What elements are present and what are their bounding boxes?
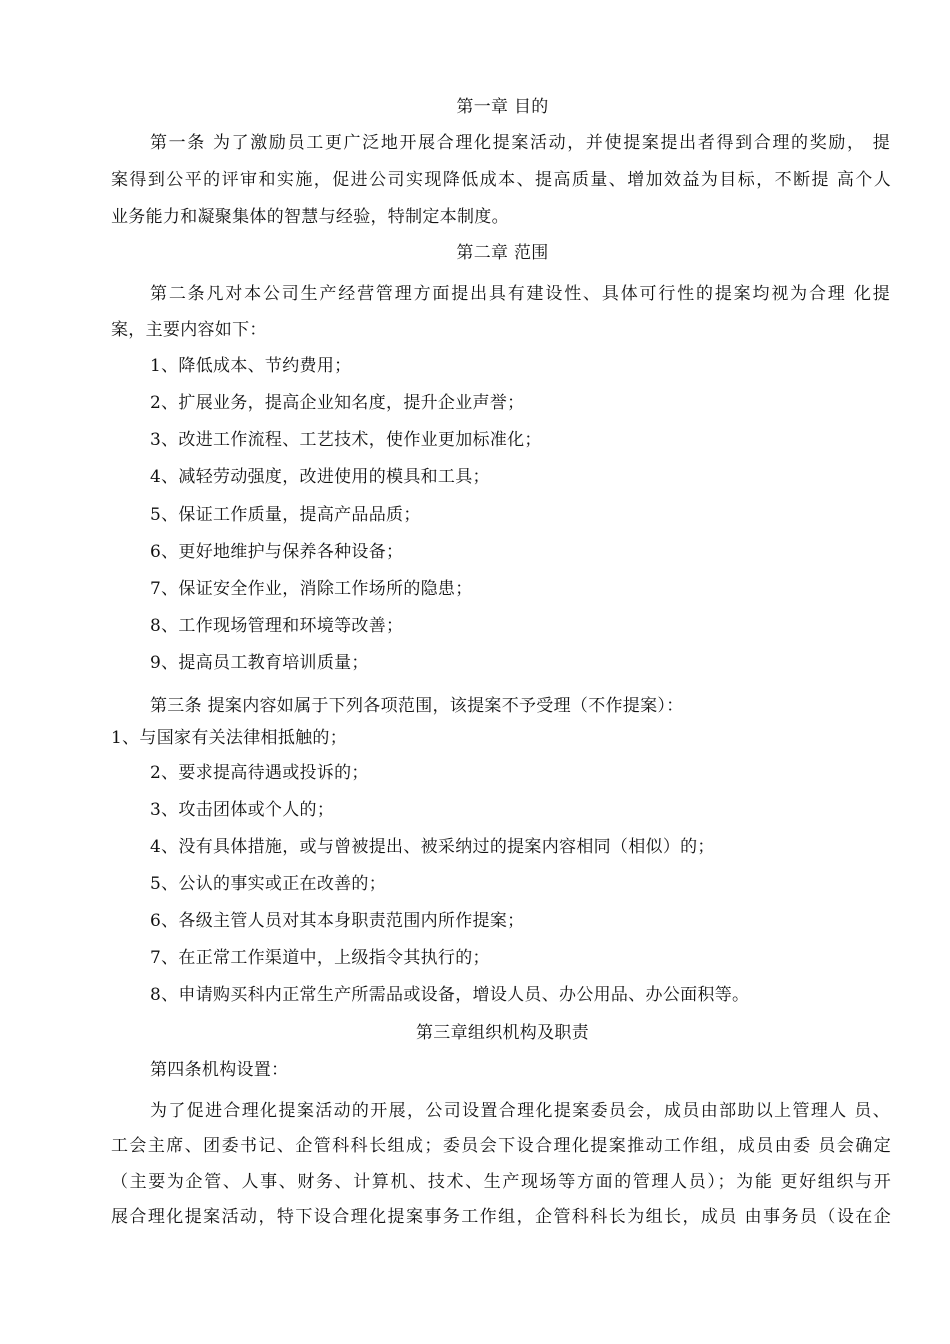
article-4-paragraph-line-3: （主要为企管、人事、财务、计算机、技术、生产现场等方面的管理人员）；为能 更好组织与开	[111, 1172, 891, 1192]
excluded-item-6: 6、各级主管人员对其本身职责范围内所作提案；	[150, 911, 525, 931]
excluded-item-1: 1、与国家有关法律相抵触的；	[111, 728, 348, 748]
excluded-item-5: 5、公认的事实或正在改善的；	[150, 874, 387, 894]
excluded-item-2: 2、要求提高待遇或投诉的；	[150, 763, 369, 783]
article-4-paragraph-line-1: 为了促进合理化提案活动的开展，公司设置合理化提案委员会，成员由部助以上管理人 员、	[150, 1101, 890, 1121]
article-1-line-2: 案得到公平的评审和实施，促进公司实现降低成本、提高质量、增加效益为目标，不断提 高个人	[111, 170, 891, 190]
article-2-line-2: 案，主要内容如下：	[111, 320, 267, 340]
excluded-item-7: 7、在正常工作渠道中，上级指令其执行的；	[150, 948, 490, 968]
scope-item-3: 3、改进工作流程、工艺技术，使作业更加标准化；	[150, 430, 542, 450]
chapter-2-heading: 第二章 范围	[456, 243, 549, 263]
excluded-item-4: 4、没有具体措施，或与曾被提出、被采纳过的提案内容相同（相似）的；	[150, 837, 715, 857]
scope-item-5: 5、保证工作质量，提高产品品质；	[150, 505, 421, 525]
article-1-line-1: 第一条 为了激励员工更广泛地开展合理化提案活动，并使提案提出者得到合理的奖励， 提	[150, 133, 890, 153]
article-1-line-3: 业务能力和凝聚集体的智慧与经验，特制定本制度。	[111, 207, 509, 227]
scope-item-8: 8、工作现场管理和环境等改善；	[150, 616, 404, 636]
chapter-3-heading: 第三章组织机构及职责	[416, 1023, 589, 1043]
article-3: 第三条 提案内容如属于下列各项范围，该提案不予受理（不作提案）：	[150, 696, 684, 716]
excluded-item-3: 3、攻击团体或个人的；	[150, 800, 335, 820]
excluded-item-8: 8、申请购买科内正常生产所需品或设备，增设人员、办公用品、办公面积等。	[150, 985, 750, 1005]
scope-item-1: 1、降低成本、节约费用；	[150, 356, 352, 376]
article-4-paragraph-line-4: 展合理化提案活动，特下设合理化提案事务工作组，企管科科长为组长，成员 由事务员（设在企	[111, 1207, 891, 1227]
article-4-paragraph-line-2: 工会主席、团委书记、企管科科长组成；委员会下设合理化提案推动工作组，成员由委 员会确定	[111, 1136, 891, 1156]
scope-item-6: 6、更好地维护与保养各种设备；	[150, 542, 404, 562]
chapter-1-heading: 第一章 目的	[456, 97, 549, 117]
scope-item-7: 7、保证安全作业，消除工作场所的隐患；	[150, 579, 473, 599]
scope-item-2: 2、扩展业务，提高企业知名度，提升企业声誉；	[150, 393, 525, 413]
scope-item-4: 4、减轻劳动强度，改进使用的模具和工具；	[150, 467, 490, 487]
article-4: 第四条机构设置：	[150, 1060, 289, 1080]
scope-item-9: 9、提高员工教育培训质量；	[150, 653, 369, 673]
article-2-line-1: 第二条凡对本公司生产经营管理方面提出具有建设性、具体可行性的提案均视为合理 化提	[150, 284, 890, 304]
